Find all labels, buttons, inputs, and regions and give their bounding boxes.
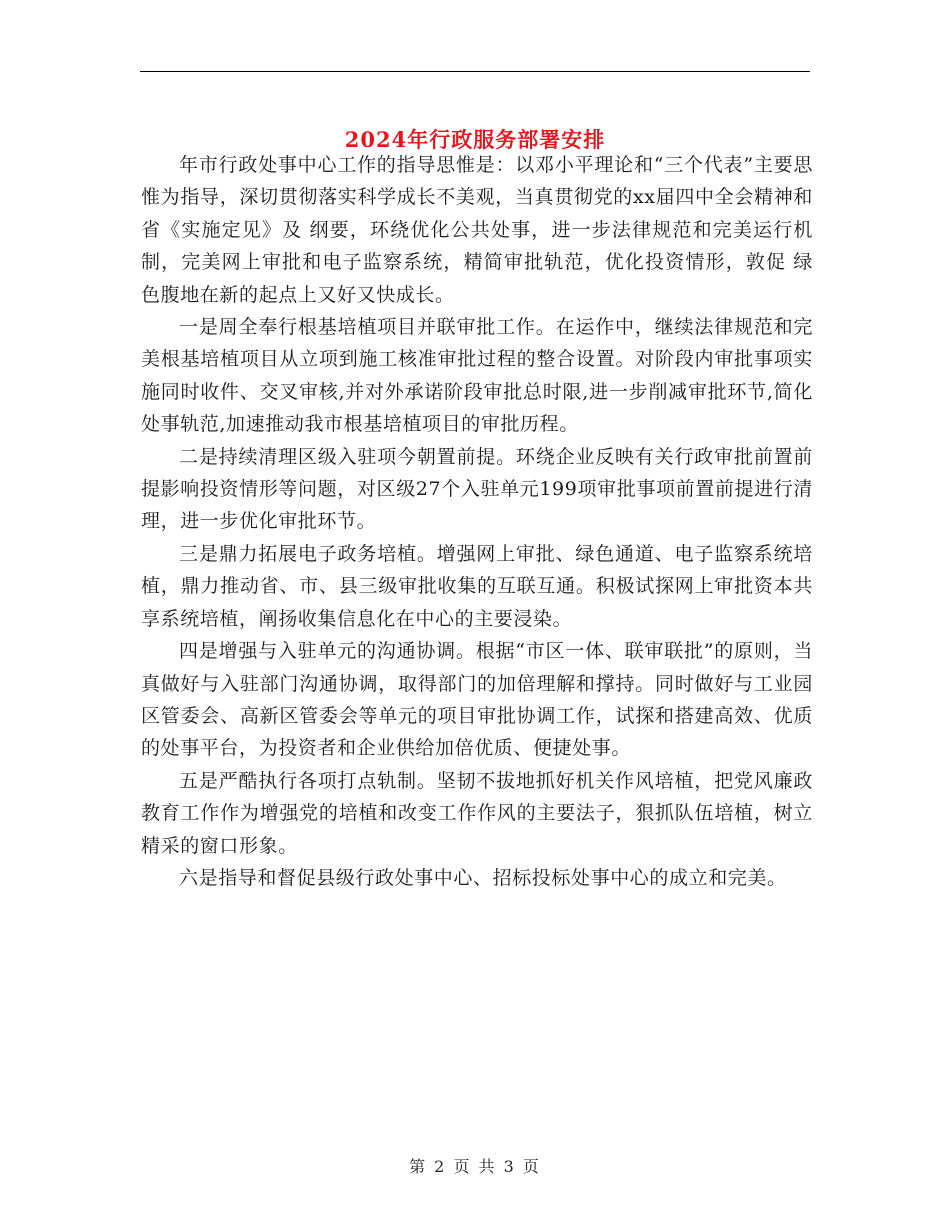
paragraph-item-6: 六是指导和督促县级行政处事中心、招标投标处事中心的成立和完美。	[179, 866, 787, 889]
document-title: 2024年行政服务部署安排	[344, 127, 606, 153]
page-number-footer: 第 2 页 共 3 页	[409, 1157, 541, 1176]
paragraph-item-1: 一是周全奉行根基培植项目并联审批工作。在运作中，继续法律规范和完美根基培植项目从立项到施工核准审批过程的整合设置。对阶段内审批事项实施同时收件、交叉审核,并对外承诺阶段审批总时限,进一步削减审批环节,简化处事轨范,加速推动我市根基培植项目的审批历程。	[141, 316, 813, 436]
paragraph-item-2: 二是持续清理区级入驻项今朝置前提。环绕企业反映有关行政审批前置前提影响投资情形等问题，对区级27个入驻单元199项审批事项前置前提进行清理，进一步优化审批环节。	[141, 445, 813, 533]
paragraph-item-3: 三是鼎力拓展电子政务培植。增强网上审批、绿色通道、电子监察系统培植，鼎力推动省、市、县三级审批收集的互联互通。积极试探网上审批资本共享系统培植，阐扬收集信息化在中心的主要浸染。	[141, 542, 813, 630]
paragraph-item-5: 五是严酷执行各项打点轨制。坚韧不拔地抓好机关作风培植，把党风廉政教育工作作为增强党的培植和改变工作作风的主要法子，狠抓队伍培植，树立精采的窗口形象。	[141, 769, 813, 857]
document-body	[141, 149, 813, 894]
paragraph-item-4: 四是增强与入驻单元的沟通协调。根据“市区一体、联审联批”的原则，当真做好与入驻部门沟通协调，取得部门的加倍理解和撑持。同时做好与工业园区管委会、高新区管委会等单元的项目审批协调工作，试探和搭建高效、优质的处事平台，为投资者和企业供给加倍优质、便捷处事。	[141, 640, 813, 760]
header-rule	[140, 71, 810, 72]
paragraph-guiding-thought: 年市行政处事中心工作的指导思惟是：以邓小平理论和“三个代表”主要思惟为指导，深切贯彻落实科学成长不美观，当真贯彻党的xx届四中全会精神和省《实施定见》及 纲要，环绕优化公共处事，进一步法律规范和完美运行机制，完美网上审批和电子监察系统，精简审批轨范，优化投资情形，敦促 绿色腹地在新的起点上又好又快成长。	[141, 154, 813, 306]
